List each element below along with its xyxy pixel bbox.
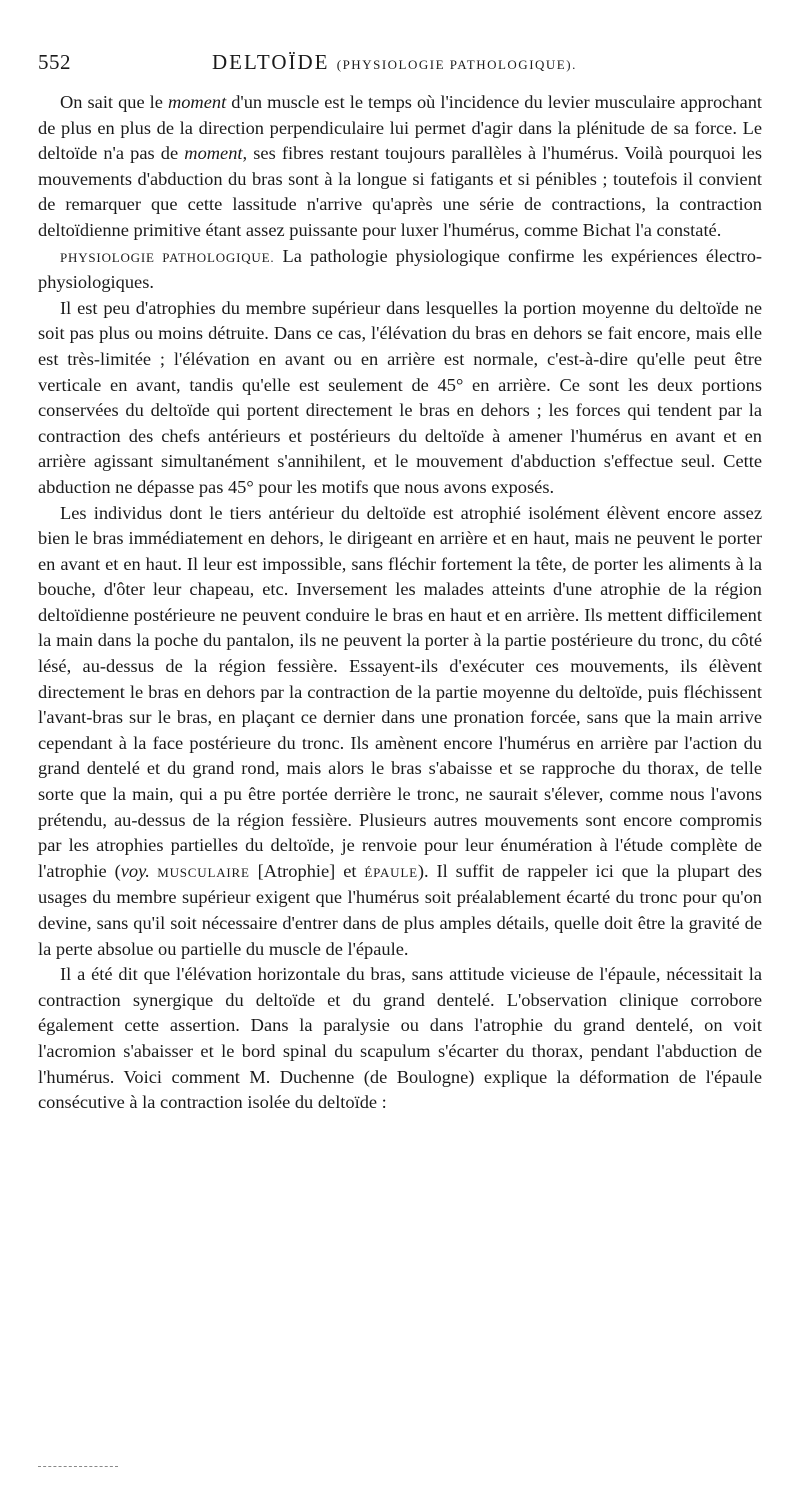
paragraph-text: La pathologie physiologique confirme les expériences électro-physiologiques.: [38, 245, 763, 293]
paragraph-3: [38, 296, 762, 501]
paragraph-4: [38, 501, 762, 963]
body-text: [38, 90, 762, 1116]
emphasis-moment: moment: [167, 92, 227, 112]
paragraph-text: [Atrophie] et: [249, 860, 365, 881]
footer-rule: [38, 1466, 118, 1469]
paragraph-text: Il a été dit que l'élévation horizontale du bras, sans attitude vicieuse de l'épaule, nécessitait la contraction synergique du deltoïde et du grand dentelé. L'observation clinique corrobore également cette assertion. Dans la paralysie ou dans l'atrophie du grand dentelé, on voit l'acromion s'abaisser et le bord spinal du scapulum s'écarter du thorax, pendant l'abduction de l'humérus. Voici comment M. Duchenne (de Boulogne) explique la déformation de l'épaule consécutive à la contraction isolée du deltoïde :: [38, 964, 762, 1113]
paragraph-1: [38, 90, 762, 244]
paragraph-text: d'un muscle est le temps où l'incidence du levier musculaire approchant de plus en plus de la direction perpendiculaire lui permet d'agir dans la plénitude de sa force. Le deltoïde n'a pas de: [38, 92, 762, 164]
running-header: [38, 50, 762, 78]
paragraph-5: [38, 962, 762, 1116]
running-subtitle: (PHYSIOLOGIE PATHOLOGIQUE).: [336, 57, 577, 72]
paragraph-text: Les individus dont le tiers antérieur du deltoïde est atrophié isolément élèvent encore assez bien le bras immédiatement en dehors, le dirigeant en arrière et en haut, mais ne peuvent le porter en avant et en haut. Il leur est impossible, sans fléchir fortement la tête, de porter les aliments à la bouche, d'ôter leur chapeau, etc. Inversement les malades atteints d'une atrophie de la région deltoïdienne postérieure ne peuvent conduire le bras en haut et en arrière. Ils mettent difficilement la main dans la poche du pantalon, ils ne peuvent la porter à la partie postérieure du tronc, du côté lésé, au-dessus de la région fessière. Essayent-ils d'exécuter ces mouvements, ils élèvent directement le bras en dehors par la contraction de la partie moyenne du deltoïde, puis fléchissent l'avant-bras sur le bras, en plaçant ce dernier dans une pronation forcée, sans que la main arrive cependant à la face postérieure du tronc. Ils amènent encore l'humérus en arrière par l'action du grand dentelé et du grand rond, mais alors le bras s'abaisse et se rapproche du thorax, de telle sorte que la main, qui a pu être portée derrière le tronc, ne saurait s'élever, comme nous l'avons prétendu, au-dessus de la région fessière. Plusieurs autres mouvements sont encore compromis par les atrophies partielles du deltoïde, je renvoie pour leur énumération à l'étude complète de l'atrophie (: [38, 502, 762, 881]
paragraph-text: On sait que le: [60, 92, 168, 112]
paragraph-text: Il est peu d'atrophies du membre supérieur dans lesquelles la portion moyenne du deltoïde ne soit pas plus ou moins détruite. Dans ce cas, l'élévation du bras en dehors se fait encore, mais elle est très-limitée ; l'élévation en avant ou en arrière est normale, c'est-à-dire qu'elle peut être verticale en avant, tandis qu'elle est seulement de 45° en arrière. Ce sont les deux portions conservées du deltoïde qui portent directement le bras en dehors ; les forces qui tendent par la contraction des chefs antérieurs et postérieurs du deltoïde à amener l'humérus en avant et en arrière agissant simultanément s'annihilent, et le mouvement d'abduction s'effectue seul. Cette abduction ne dépasse pas 45° pour les motifs que nous avons exposés.: [38, 297, 762, 497]
paragraph-text: ses fibres restant toujours parallèles à l'humérus. Voilà pourquoi les mouvements d'abduction du bras sont à la longue si fatigants et si pénibles ; toutefois il convient de remarquer que cette lassitude n'arrive qu'après une série de contractions, la contraction deltoïdienne primitive étant assez puissante pour luxer l'humérus, comme Bichat l'a constaté.: [38, 143, 762, 240]
page-number: 552: [38, 50, 71, 74]
cross-reference: MUSCULAIRE: [149, 864, 250, 880]
cross-reference: ÉPAULE: [364, 864, 418, 880]
emphasis-moment: moment,: [184, 143, 248, 164]
running-title-main: DELTOÏDE: [212, 50, 330, 74]
section-heading: PHYSIOLOGIE PATHOLOGIQUE.: [60, 249, 275, 265]
emphasis-voy: voy.: [120, 860, 150, 881]
paragraph-2: [38, 244, 762, 296]
paragraph-text: ). Il suffit de rappeler ici que la plupart des usages du membre supérieur exigent que l'humérus soit préalablement écarté du tronc pour qu'on devine, sans qu'il soit nécessaire d'entrer dans de plus amples détails, quelle doit être la gravité de la perte absolue ou partielle du muscle de l'épaule.: [38, 860, 763, 959]
running-title: [212, 50, 577, 75]
